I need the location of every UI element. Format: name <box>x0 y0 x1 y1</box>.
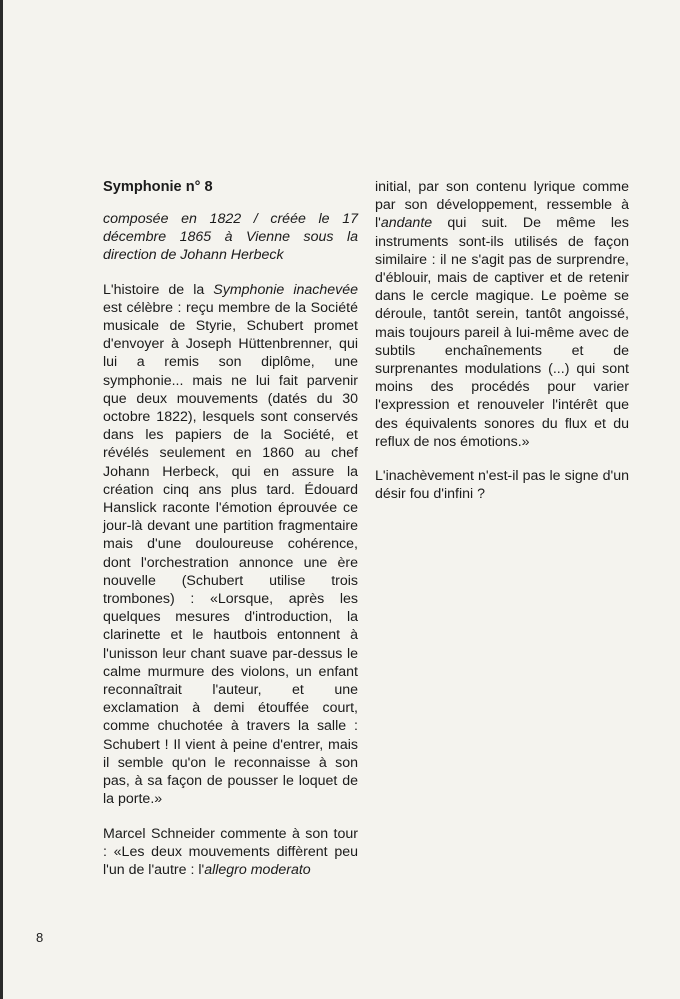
composition-info: composée en 1822 / créée le 17 décembre 1865 à Vienne sous la direction de Johann Herbeck <box>103 211 358 264</box>
page-number: 8 <box>36 930 44 945</box>
paragraph-closing: L'inachèvement n'est-il pas le signe d'un désir fou d'infini ? <box>375 468 629 503</box>
left-column <box>103 178 358 895</box>
paragraph-continued-post: qui suit. De même les instruments sont-ils utilisés de façon similaire : il ne s'agit pas de surprendre, d'éblouir, mais de captiver et de retenir dans le cercle magique. Le poème se déroule, tantôt serein, tantôt angoissé, mais toujours pareil à lui-même avec de subtils enchaînements et de surprenantes modulations (...) qui sont moins des procédés pour varier l'expression et renouveler l'intérêt que des équivalents sonores du flux et du reflux de nos émotions.» <box>375 215 629 450</box>
work-title-italic: Symphonie inachevée <box>213 281 359 298</box>
tempo-italic-andante: andante <box>380 215 433 232</box>
paragraph-continued-pre: initial, par son contenu lyrique comme par son développement, ressemble à l' <box>375 179 629 232</box>
paragraph-history <box>103 281 358 809</box>
paragraph-schneider-pre: Marcel Schneider commente à son tour : «Les deux mouvements diffèrent peu l'un de l'autre : l' <box>103 825 358 878</box>
paragraph-history-post: est célèbre : reçu membre de la Société musicale de Styrie, Schubert promet d'envoyer à Joseph Hüttenbrenner, qui lui a remis son diplôme, une symphonie... mais ne lui fait parvenir que deux mouvements (datés du 30 octobre 1822), lesquels sont conservés dans les papiers de la Société, et révélés seulement en 1860 au chef Johann Herbeck, qui en assure la création cinq ans plus tard. Édouard Hanslick raconte l'émotion éprouvée ce jour-là devant une partition fragmentaire mais d'une douloureuse cohérence, dont l'orchestration annonce une ère nouvelle (Schubert utilise trois trombones) : «Lorsque, après les quelques mesures d'introduction, la clarinette et le hautbois entonnent à l'unisson leur chant suave par-dessus le calme murmure des violons, un enfant reconnaîtrait l'auteur, et une exclamation à demi étouffée court, comme chuchotée à travers la salle : Schubert ! Il vient à peine d'entrer, mais il semble qu'on le reconnaisse à son pas, à sa façon de pousser le loquet de la porte.» <box>103 299 358 808</box>
paragraph-schneider <box>103 825 358 880</box>
section-title: Symphonie n° 8 <box>103 179 213 195</box>
tempo-italic-allegro: allegro moderato <box>204 861 311 878</box>
page-edge <box>0 0 3 999</box>
right-column <box>375 178 629 519</box>
paragraph-schneider-continued <box>375 178 629 451</box>
paragraph-history-pre: L'histoire de la <box>103 281 214 298</box>
